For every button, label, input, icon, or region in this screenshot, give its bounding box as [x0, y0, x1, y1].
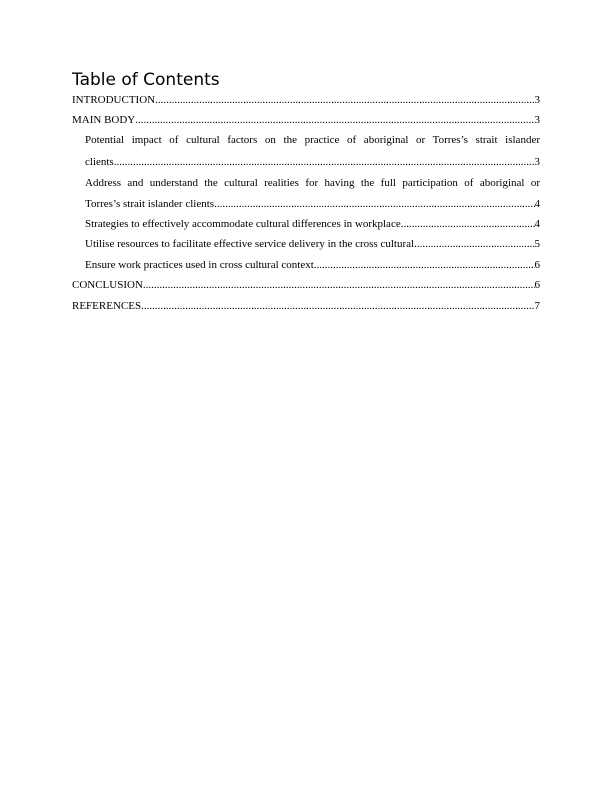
toc-leader-dots — [314, 259, 535, 271]
toc-leader-dots — [114, 156, 535, 168]
toc-page-number: 4 — [534, 218, 540, 230]
toc-page-number: 3 — [534, 94, 540, 106]
toc-entry-label: REFERENCES — [72, 300, 142, 312]
toc-leader-dots — [143, 279, 535, 291]
toc-entry-label: Strategies to effectively accommodate cultural differences in workplace — [85, 218, 401, 230]
toc-entry-utilise-resources[interactable] — [85, 238, 540, 250]
toc-entry-label: MAIN BODY — [72, 114, 136, 126]
toc-entry-label: Torres’s strait islander clients — [85, 198, 215, 210]
toc-leader-dots — [135, 114, 534, 126]
toc-entry-introduction[interactable] — [72, 94, 540, 106]
toc-page-number: 5 — [534, 238, 540, 250]
toc-page-number: 7 — [534, 300, 540, 312]
toc-entry-label: CONCLUSION — [72, 279, 143, 291]
toc-entry-label: Utilise resources to facilitate effective service delivery in the cross cultural — [85, 238, 415, 250]
toc-entry-potential-impact-line1[interactable]: Potential impact of cultural factors on the practice of aboriginal or Torres’s strait islander — [85, 134, 540, 146]
toc-page-number: 3 — [534, 156, 540, 168]
toc-entry-label: INTRODUCTION — [72, 94, 156, 106]
toc-entry-references[interactable] — [72, 300, 540, 312]
toc-page-number: 6 — [534, 259, 540, 271]
toc-entry-strategies[interactable] — [85, 218, 540, 230]
toc-entry-label: clients — [85, 156, 114, 168]
toc-page-number: 4 — [534, 198, 540, 210]
toc-leader-dots — [141, 300, 534, 312]
toc-title: Table of Contents — [72, 70, 220, 90]
toc-entry-label: Ensure work practices used in cross cultural context — [85, 259, 314, 271]
toc-entry-potential-impact-line2[interactable] — [85, 156, 540, 168]
toc-leader-dots — [401, 218, 535, 230]
toc-page-number: 6 — [534, 279, 540, 291]
toc-entry-conclusion[interactable] — [72, 279, 540, 291]
toc-leader-dots — [414, 238, 534, 250]
toc-leader-dots — [214, 198, 534, 210]
toc-leader-dots — [155, 94, 534, 106]
toc-entry-address-understand-line2[interactable] — [85, 198, 540, 210]
toc-entry-ensure-work-practices[interactable] — [85, 259, 540, 271]
toc-entry-main-body[interactable] — [72, 114, 540, 126]
toc-entry-address-understand-line1[interactable]: Address and understand the cultural realities for having the full participation of aboriginal or — [85, 177, 540, 189]
toc-page-number: 3 — [534, 114, 540, 126]
